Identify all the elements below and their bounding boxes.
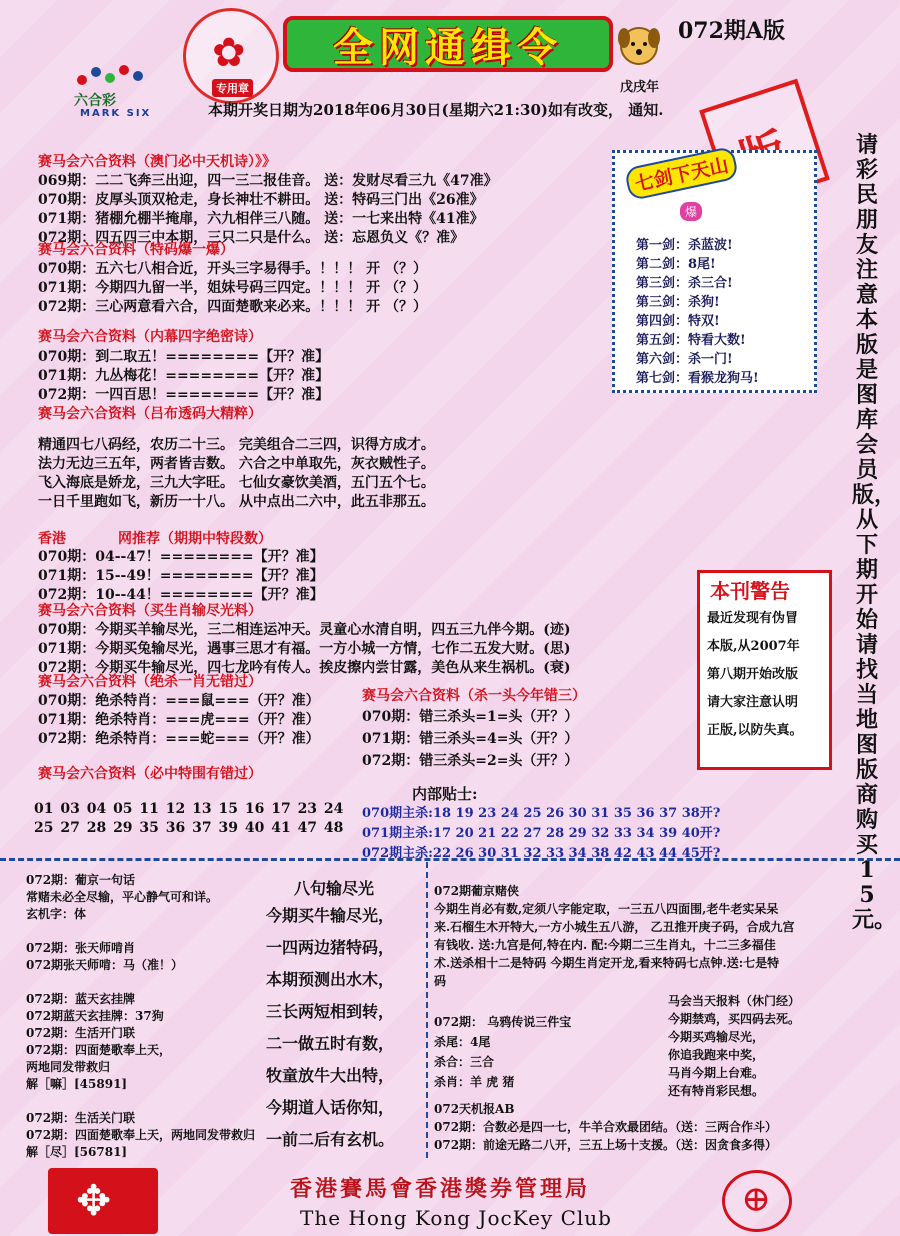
bottom-left-column bbox=[26, 872, 255, 1161]
list-item: 072期：今期买牛输尽光，四七龙吟有传人。挨皮擦内尝甘露，美色从来生祸机。(衰) bbox=[38, 660, 571, 676]
warning-title: 本刊警告 bbox=[710, 579, 790, 603]
list-item: 071期主杀:17 20 21 22 27 28 29 32 33 34 39 40开? bbox=[362, 826, 721, 841]
list-item: 今期道人话你知， bbox=[266, 1098, 395, 1117]
warning-lines bbox=[707, 605, 803, 745]
section-title-special: 赛马会六合资料（必中特围有错过） bbox=[38, 766, 262, 782]
list-item: 请大家注意认明 bbox=[707, 695, 799, 710]
dog-icon bbox=[614, 20, 664, 70]
list-item: 072期：生活关门联 bbox=[26, 1111, 136, 1125]
tips-title: 内部贴士: bbox=[412, 785, 478, 803]
list-item: 牧童放牛大出特， bbox=[266, 1066, 395, 1085]
year-label: 戊戌年 bbox=[620, 80, 660, 95]
page-title: 全网通缉令 bbox=[283, 16, 613, 72]
bauhinia-icon: ✿ bbox=[212, 30, 246, 76]
section-lvbu-lines bbox=[38, 436, 435, 512]
list-item: 马会当天报料（休门经） bbox=[668, 994, 801, 1008]
list-item: 072天机报AB bbox=[434, 1102, 515, 1116]
section-network-lines bbox=[38, 548, 324, 605]
poem-title: 八句输尽光 bbox=[294, 879, 375, 898]
emblem-icon: ⊕ bbox=[741, 1179, 772, 1220]
list-item: 072期：10--44！========【开？准】 bbox=[38, 587, 324, 603]
list-item: 071期：错三杀头=4=头（开？） bbox=[362, 731, 579, 747]
list-item: 071期：九丛梅花！========【开？准】 bbox=[38, 368, 330, 384]
list-item: 一日千里跑如飞，新历一十八。 从中点出二六中，此五非那五。 bbox=[38, 494, 435, 510]
poem-lines bbox=[266, 900, 394, 1156]
list-item: 第八期开始改版 bbox=[707, 667, 799, 682]
list-item: 二一做五时有数， bbox=[266, 1034, 395, 1053]
list-item: 072期主杀:22 26 30 31 32 33 34 38 42 43 44 45开? bbox=[362, 846, 721, 861]
list-item: 072期：生活开门联 bbox=[26, 1026, 136, 1040]
list-item: 飞入海底是娇龙，三九大字旺。 七仙女豪饮美酒，五门五个七。 bbox=[38, 475, 435, 491]
special-numbers-row2: 25 27 28 29 35 36 37 39 40 41 47 48 bbox=[34, 820, 344, 836]
list-item: 第二剑：8尾! bbox=[636, 257, 716, 272]
list-item: 第六剑：杀一门! bbox=[636, 352, 733, 367]
list-item: 法力无边三五年，两者皆吉数。 六合之中单取先，灰衣贼性子。 bbox=[38, 456, 435, 472]
logo-text: 六合彩 bbox=[74, 93, 116, 109]
section-baoyibao-lines bbox=[38, 260, 427, 317]
tips-lines bbox=[362, 804, 720, 864]
list-item: 072期张天师啃：马（准！） bbox=[26, 958, 184, 972]
list-item: 今期禁鸡，买四码去死。 bbox=[668, 1012, 801, 1026]
section-title-network: 网推荐（期期中特段数） bbox=[118, 531, 272, 547]
list-item: 072期：一四百思！========【开？准】 bbox=[38, 387, 330, 403]
gamble-title: 072期葡京赌侠 bbox=[434, 884, 520, 898]
list-item: 072期蓝天玄挂牌：37狗 bbox=[26, 1009, 164, 1023]
section-title-kill: 赛马会六合资料（绝杀一肖无错过） bbox=[38, 674, 262, 690]
section-title-head: 赛马会六合资料（杀一头今年错三） bbox=[362, 688, 586, 704]
vertical-notice: 请彩民朋友注意本版是图库会员版，从下期开始请找当地图版商购买15元。 bbox=[852, 132, 897, 933]
list-item: 072期：前途无路二八开，三五上场十支援。（送：因贪食多得） bbox=[434, 1138, 778, 1152]
list-item: 071期：今期买兔输尽光，遇事三思才有福。一方小城一方情，七作二五发大财。(思) bbox=[38, 641, 571, 657]
list-item: 072期：四面楚歌奉上天，两地同发带救归 bbox=[26, 1128, 256, 1142]
list-item: 071期：猪棚允棚半掩扉，六九相伴三八随。 送：一七来出特《41准》 bbox=[38, 211, 484, 227]
list-item: 072期：合数必是四一七，牛羊合欢最团结。（送：三两合作斗） bbox=[434, 1120, 778, 1134]
crow-lines bbox=[434, 1012, 571, 1092]
list-item: 070期：今期买羊输尽光，三二相连运冲天。灵童心水清自明，四五三九伴今期。(迹) bbox=[38, 622, 571, 638]
list-item: 今期生肖必有数,定须八字能定取，一三五八四面围,老牛老实呆呆 bbox=[434, 902, 779, 916]
list-item: 玄机字：体 bbox=[26, 907, 87, 921]
section-title-secret: 赛马会六合资料（内幕四字绝密诗） bbox=[38, 329, 262, 345]
list-item: 还有特肖彩民想。 bbox=[668, 1084, 765, 1098]
list-item: 马肖今期上台难。 bbox=[668, 1066, 765, 1080]
list-item: 070期：错三杀头=1=头（开？） bbox=[362, 709, 579, 725]
section-title-hk: 香港 bbox=[38, 531, 66, 547]
section-zodiac-lines bbox=[38, 621, 570, 678]
list-item: 070期：绝杀特肖：===鼠===（开？准） bbox=[38, 693, 320, 709]
list-item: 072期：四面楚歌奉上天， bbox=[26, 1043, 172, 1057]
list-item: 本期预测出水木， bbox=[266, 970, 395, 989]
list-item bbox=[26, 974, 255, 991]
list-item: 杀合：三合 bbox=[434, 1055, 495, 1069]
list-item: 071期：15--49！========【开？准】 bbox=[38, 568, 324, 584]
list-item: 072期：张天师啃肖 bbox=[26, 941, 136, 955]
list-item: 071期：今期四九留一半，姐妹号码三四定。！！！ 开 （？） bbox=[38, 280, 427, 296]
list-item: 第七剑：看猴龙狗马! bbox=[636, 371, 759, 386]
list-item: 最近发现有伪冒 bbox=[707, 611, 799, 626]
list-item: 第五剑：特看大数! bbox=[636, 333, 746, 348]
section-head-lines bbox=[362, 706, 578, 772]
list-item: 072期：错三杀头=2=头（开？） bbox=[362, 753, 579, 769]
horse-lines bbox=[668, 992, 800, 1100]
special-numbers-row1: 01 03 04 05 11 12 13 15 16 17 23 24 bbox=[34, 801, 344, 817]
section-title-tianji: 赛马会六合资料（澳门必中天机诗）》》 bbox=[38, 154, 276, 170]
list-item bbox=[26, 1093, 255, 1110]
seven-swords-list bbox=[636, 236, 759, 388]
mark-six-logo bbox=[70, 62, 160, 122]
list-item: 你追我跑来中奖， bbox=[668, 1048, 765, 1062]
list-item: 一前二后有玄机。 bbox=[266, 1130, 395, 1149]
list-item: 072期：三心两意看六合，四面楚歌来必来。！！！ 开 （？） bbox=[38, 299, 427, 315]
footer-english-name: The Hong Kong JocKey Club bbox=[300, 1206, 612, 1230]
list-item: 常赌未必全尽输，平心静气可和详。 bbox=[26, 890, 219, 904]
list-item: 来.石榴生木开特大,一方小城生五八游， 乙丑推开庚子码，合成九宫 bbox=[434, 920, 795, 934]
column-divider bbox=[426, 862, 428, 1158]
gamble-lines bbox=[434, 900, 795, 990]
sky-lines bbox=[434, 1100, 777, 1154]
list-item: 072期： 乌鸦传说三件宝 bbox=[434, 1015, 572, 1029]
list-item: 072期：蓝天玄挂牌 bbox=[26, 992, 136, 1006]
list-item: 071期：绝杀特肖：===虎===（开？准） bbox=[38, 712, 320, 728]
list-item: 今期买鸡输尽光， bbox=[668, 1030, 765, 1044]
section-title-lvbu: 赛马会六合资料（吕布透码大精粹） bbox=[38, 406, 262, 422]
list-item: 072期：绝杀特肖：===蛇===（开？准） bbox=[38, 731, 320, 747]
draw-date-line: 本期开奖日期为2018年06月30日(星期六21:30)如有改变， 通知. bbox=[208, 101, 664, 119]
list-item: 一四两边猪特码， bbox=[266, 938, 395, 957]
list-item: 072期：四五四三中本期，三只二只是什么。 送：忘恩负义《？准》 bbox=[38, 230, 465, 246]
knot-icon: ✥ bbox=[76, 1176, 112, 1225]
list-item: 有钱收. 送:九宫是何,特在内. 配:今期二三生肖丸，十二三多福佳 bbox=[434, 938, 776, 952]
list-item: 码 bbox=[434, 974, 447, 988]
list-item: 精通四七八码经，农历二十三。 完美组合二三四，识得方成才。 bbox=[38, 437, 435, 453]
burst-badge: 爆 bbox=[680, 202, 702, 221]
list-item: 正版,以防失真。 bbox=[707, 723, 803, 738]
list-item: 两地同发带救归 bbox=[26, 1060, 111, 1074]
list-item: 072期：葡京一句话 bbox=[26, 873, 136, 887]
issue-label: 072期A版 bbox=[678, 18, 785, 44]
list-item: 术.送杀相十二是特码 今期生肖定开龙,看来特码七点钟.送:七是特 bbox=[434, 956, 780, 970]
seal-label: 专用章 bbox=[212, 79, 253, 97]
list-item: 三长两短相到转， bbox=[266, 1002, 395, 1021]
section-divider bbox=[0, 858, 900, 862]
section-kill-lines bbox=[38, 692, 320, 749]
list-item: 070期：皮厚头顶双枪走，身长神壮不耕田。 送：特码三门出《26准》 bbox=[38, 192, 484, 208]
emblem-logo bbox=[722, 1170, 792, 1232]
footer-chinese-name: 香港賽馬會香港獎券管理局 bbox=[290, 1176, 591, 1202]
list-item: 解［嘛］[45891] bbox=[26, 1077, 128, 1091]
list-item: 杀肖：羊 虎 猪 bbox=[434, 1075, 515, 1089]
list-item: 第四剑：特双! bbox=[636, 314, 720, 329]
list-item: 070期主杀:18 19 23 24 25 26 30 31 35 36 37 38开? bbox=[362, 806, 721, 821]
list-item: 069期：二二飞奔三出迎，四一三二报佳音。 送：发财尽看三九《47准》 bbox=[38, 173, 498, 189]
list-item: 第三剑：杀三合! bbox=[636, 276, 733, 291]
list-item: 070期：五六七八相合近，开头三字易得手。！！！ 开 （？） bbox=[38, 261, 427, 277]
section-tianji-lines bbox=[38, 172, 498, 248]
list-item: 070期：04--47！========【开？准】 bbox=[38, 549, 324, 565]
section-title-baoyibao: 赛马会六合资料（特码爆一爆） bbox=[38, 242, 234, 258]
list-item: 今期买牛输尽光， bbox=[266, 906, 395, 925]
list-item: 本版,从2007年 bbox=[707, 639, 800, 654]
section-title-zodiac: 赛马会六合资料（买生肖输尽光料） bbox=[38, 603, 262, 619]
list-item: 070期：到二取五！========【开？准】 bbox=[38, 349, 330, 365]
logo-subtext: MARK SIX bbox=[80, 108, 152, 119]
list-item: 解［尽］[56781] bbox=[26, 1145, 128, 1159]
list-item: 第三剑：杀狗! bbox=[636, 295, 720, 310]
list-item bbox=[26, 923, 255, 940]
list-item: 杀尾：4尾 bbox=[434, 1035, 491, 1049]
seven-swords-title: 七剑下天山 bbox=[624, 146, 739, 201]
official-seal bbox=[183, 8, 279, 104]
section-secret-lines bbox=[38, 348, 329, 405]
hkjc-logo bbox=[48, 1168, 158, 1234]
list-item: 第一剑：杀蓝波! bbox=[636, 238, 733, 253]
